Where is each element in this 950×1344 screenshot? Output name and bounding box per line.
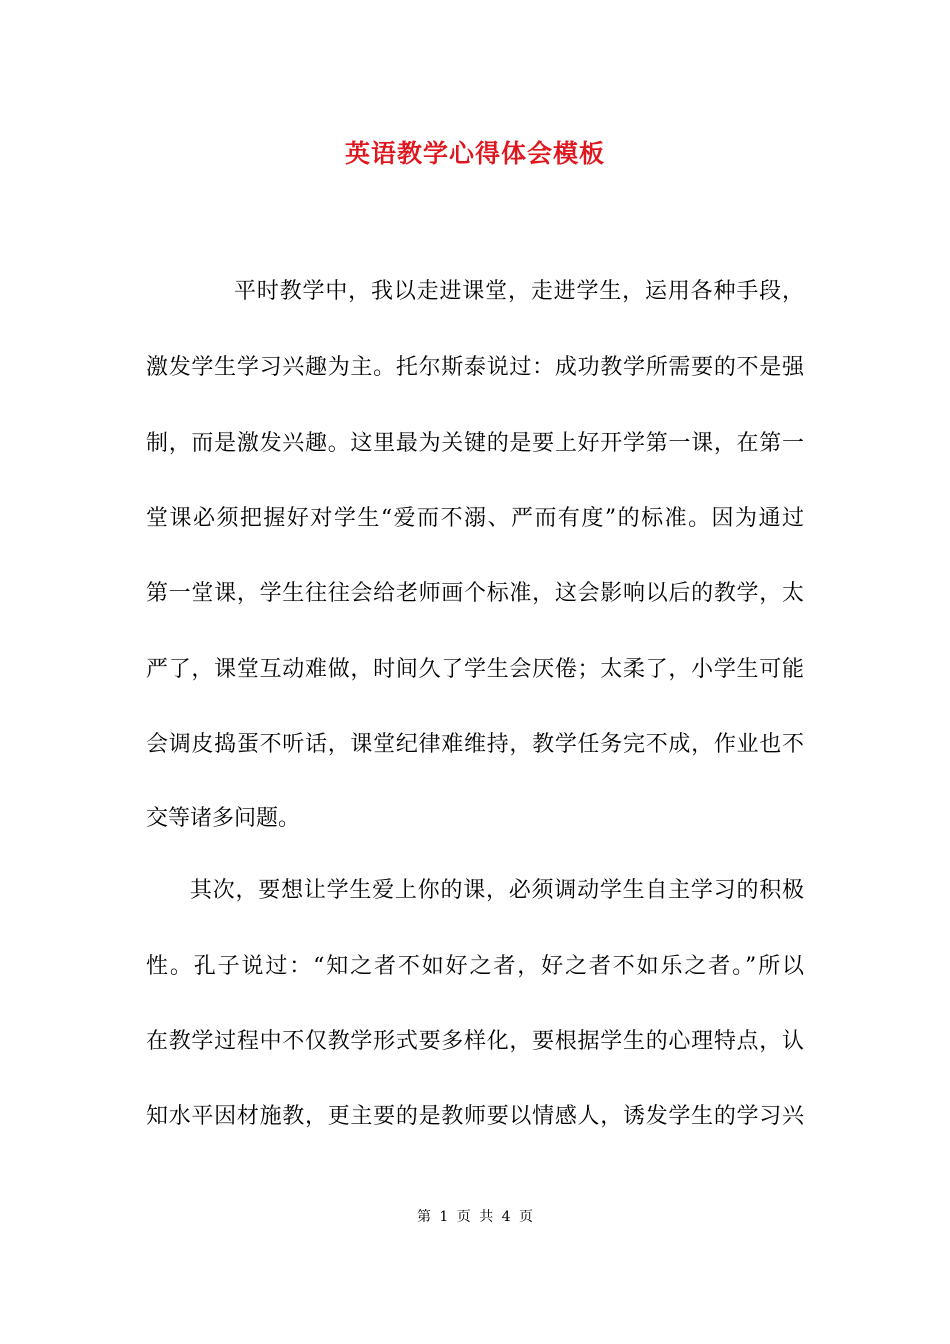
paragraph-1-line-4: 堂课必须把握好对学生“爱而不溺、严而有度”的标准。因为通过 xyxy=(146,506,804,531)
paragraph-1-line-2: 激发学生学习兴趣为主。托尔斯泰说过：成功教学所需要的不是强 xyxy=(146,355,804,380)
paragraph-2-line-2: 性。孔子说过：“知之者不如好之者，好之者不如乐之者。”所以 xyxy=(146,954,804,979)
paragraph-2-line-1: 其次，要想让学生爱上你的课，必须调动学生自主学习的积极 xyxy=(190,878,804,903)
paragraph-1-line-7: 会调皮捣蛋不听话，课堂纪律难维持，教学任务完不成，作业也不 xyxy=(146,732,804,757)
page-number-footer: 第 1 页 共 4 页 xyxy=(416,1209,534,1225)
paragraph-1-line-6: 严了，课堂互动难做，时间久了学生会厌倦；太柔了，小学生可能 xyxy=(146,657,804,682)
paragraph-1-line-5: 第一堂课，学生往往会给老师画个标准，这会影响以后的教学，太 xyxy=(146,581,804,606)
paragraph-1-line-8: 交等诸多问题。 xyxy=(146,806,301,831)
paragraph-2-line-4: 知水平因材施教，更主要的是教师要以情感人，诱发学生的学习兴 xyxy=(146,1104,804,1129)
paragraph-1-line-3: 制，而是激发兴趣。这里最为关键的是要上好开学第一课，在第一 xyxy=(146,431,804,456)
paragraph-2-line-3: 在教学过程中不仅教学形式要多样化，要根据学生的心理特点，认 xyxy=(146,1029,804,1054)
document-title: 英语教学心得体会模板 xyxy=(344,139,605,168)
paragraph-1-line-1: 平时教学中，我以走进课堂，走进学生，运用各种手段， xyxy=(234,279,804,304)
